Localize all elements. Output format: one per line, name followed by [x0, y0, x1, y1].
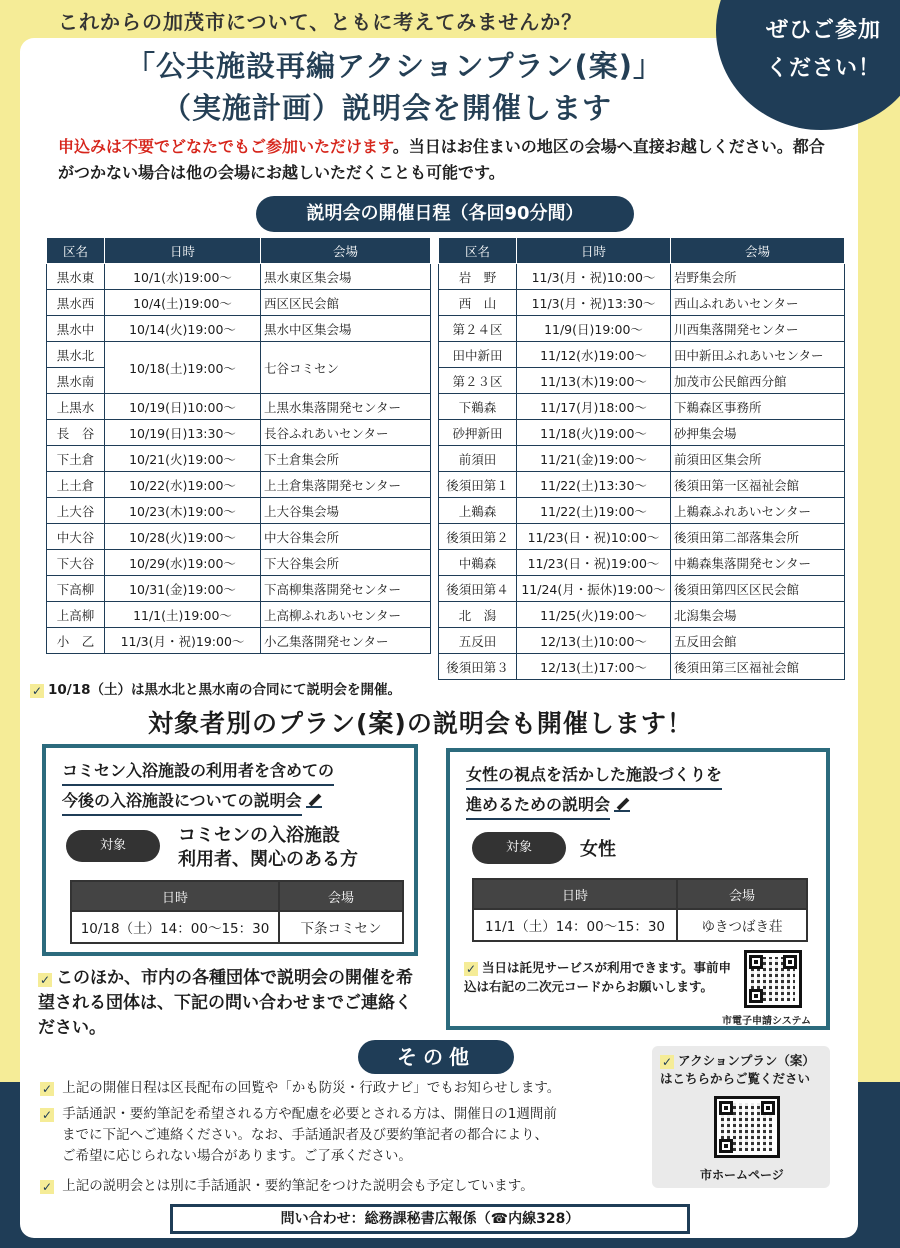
venue-cell: 岩野集会所 — [671, 264, 845, 290]
bath-target-line2: 利用者、関心のある方 — [178, 849, 358, 870]
schedule-row — [439, 602, 845, 628]
datetime-cell: 11/24(月・振休)19:00～ — [517, 576, 671, 602]
venue-cell: 上鵜森ふれあいセンター — [671, 498, 845, 524]
venue-cell: 上土倉集落開発センター — [261, 472, 431, 498]
venue-cell: 下鵜森区事務所 — [671, 394, 845, 420]
area-cell: 下鵜森 — [439, 394, 517, 420]
check-icon: ✓ — [39, 973, 51, 987]
datetime-cell: 10/19(日)13:30～ — [105, 420, 261, 446]
datetime-cell: 11/1(土)19:00～ — [105, 602, 261, 628]
bath-session-box — [42, 744, 418, 956]
schedule-row — [439, 368, 845, 394]
venue-cell: 中鵜森集落開発センター — [671, 550, 845, 576]
other-pill: その他 — [358, 1040, 514, 1074]
women-col-venue: 会場 — [677, 879, 807, 909]
schedule-row — [439, 446, 845, 472]
col-datetime: 日時 — [105, 238, 261, 264]
area-cell: 黒水西 — [47, 290, 105, 316]
schedule-row — [47, 420, 431, 446]
area-cell: 下大谷 — [47, 550, 105, 576]
schedule-row — [47, 602, 431, 628]
datetime-cell: 10/14(火)19:00～ — [105, 316, 261, 342]
other-item-cont: までに下記へご連絡ください。なお、手話通訳者及び要約筆記者の都合により、 — [62, 1127, 548, 1143]
check-icon: ✓ — [465, 962, 477, 976]
women-venue: ゆきつばき荘 — [677, 909, 807, 941]
childcare-note — [464, 958, 734, 996]
datetime-cell: 10/28(火)19:00～ — [105, 524, 261, 550]
venue-cell: 後須田第三区福祉会館 — [671, 654, 845, 680]
bath-title2: 今後の入浴施設についての説明会 — [62, 788, 302, 816]
datetime-cell: 11/22(土)19:00～ — [517, 498, 671, 524]
other-item-text: 上記の説明会とは別に手話通訳・要約筆記をつけた説明会も予定しています。 — [62, 1178, 534, 1194]
datetime-cell: 10/21(火)19:00～ — [105, 446, 261, 472]
datetime-cell: 10/19(日)10:00～ — [105, 394, 261, 420]
datetime-cell: 11/3(月・祝)19:00～ — [105, 628, 261, 654]
area-cell: 北 潟 — [439, 602, 517, 628]
schedule-row — [47, 342, 431, 368]
pencil-icon — [614, 796, 630, 812]
datetime-cell: 11/25(火)19:00～ — [517, 602, 671, 628]
schedule-row — [439, 654, 845, 680]
datetime-cell: 10/4(土)19:00～ — [105, 290, 261, 316]
venue-cell: 前須田区集会所 — [671, 446, 845, 472]
check-icon: ✓ — [31, 684, 43, 698]
women-datetime: 11/1（土）14：00～15：30 — [473, 909, 677, 941]
bath-session-table — [70, 880, 404, 944]
schedule-row — [439, 498, 845, 524]
area-cell: 田中新田 — [439, 342, 517, 368]
area-cell: 上大谷 — [47, 498, 105, 524]
women-target: 女性 — [580, 839, 616, 860]
schedule-row — [439, 576, 845, 602]
area-cell: 五反田 — [439, 628, 517, 654]
datetime-cell: 11/12(水)19:00～ — [517, 342, 671, 368]
area-cell: 上高柳 — [47, 602, 105, 628]
e-application-caption: 市電子申請システム — [722, 1016, 811, 1027]
other-item-text: 手話通訳・要約筆記を希望される方や配慮を必要とされる方は、開催日の1週間前 — [62, 1106, 557, 1122]
bath-datetime: 10/18（土）14：00～15：30 — [71, 911, 279, 943]
badge-line1: ぜひご参加 — [766, 18, 882, 43]
schedule-row — [47, 550, 431, 576]
area-cell: 上土倉 — [47, 472, 105, 498]
col-venue: 会場 — [261, 238, 431, 264]
venue-cell: 後須田第一区福祉会館 — [671, 472, 845, 498]
venue-cell: 小乙集落開発センター — [261, 628, 431, 654]
area-cell: 第２３区 — [439, 368, 517, 394]
area-cell: 黒水中 — [47, 316, 105, 342]
target-label: 対象 — [66, 830, 160, 862]
qr-code-icon[interactable] — [744, 950, 802, 1008]
bath-venue: 下条コミセン — [279, 911, 403, 943]
area-cell: 上鵜森 — [439, 498, 517, 524]
datetime-cell: 11/23(日・祝)19:00～ — [517, 550, 671, 576]
datetime-cell: 11/3(月・祝)13:30～ — [517, 290, 671, 316]
datetime-cell: 11/18(火)19:00～ — [517, 420, 671, 446]
venue-cell: 西区区民会館 — [261, 290, 431, 316]
area-cell: 後須田第１ — [439, 472, 517, 498]
joint-session-note — [30, 678, 401, 698]
schedule-pill: 説明会の開催日程（各回90分間） — [256, 196, 634, 232]
contact-box: 問い合わせ：総務課秘書広報係（☎内線328） — [170, 1204, 690, 1234]
other-item-text: 上記の開催日程は区長配布の回覧や「かも防災・行政ナビ」でもお知らせします。 — [62, 1080, 561, 1096]
venue-cell: 川西集落開発センター — [671, 316, 845, 342]
schedule-row — [439, 472, 845, 498]
title-line2: （実施計画）説明会を開催します — [162, 91, 613, 125]
intro-red2: どなたでもご参加いただけます — [170, 137, 393, 156]
bath-target-line1: コミセンの入浴施設 — [178, 825, 340, 846]
schedule-row — [47, 264, 431, 290]
venue-cell: 下大谷集会所 — [261, 550, 431, 576]
schedule-row — [47, 472, 431, 498]
target-label: 対象 — [472, 832, 566, 864]
area-cell: 下土倉 — [47, 446, 105, 472]
venue-cell: 後須田第二部落集会所 — [671, 524, 845, 550]
schedule-row — [47, 394, 431, 420]
pencil-icon — [306, 792, 322, 808]
venue-cell: 加茂市公民館西分館 — [671, 368, 845, 394]
area-cell: 岩 野 — [439, 264, 517, 290]
intro-red1: 申込みは不要で — [58, 137, 171, 156]
women-title2: 進めるための説明会 — [466, 792, 610, 820]
schedule-row — [47, 446, 431, 472]
area-cell: 後須田第３ — [439, 654, 517, 680]
venue-cell: 下土倉集会所 — [261, 446, 431, 472]
action-plan-text: アクションプラン（案）はこちらからご覧ください — [660, 1053, 815, 1086]
title-line1: 「公共施設再編アクションプラン(案)」 — [126, 49, 664, 83]
group-request-text: このほか、市内の各種団体で説明会の開催を希望される団体は、下記の問い合わせまでご連絡ください。 — [38, 968, 413, 1038]
schedule-row — [439, 264, 845, 290]
venue-cell: 北潟集会場 — [671, 602, 845, 628]
datetime-cell: 11/21(金)19:00～ — [517, 446, 671, 472]
area-cell: 後須田第２ — [439, 524, 517, 550]
schedule-row — [47, 290, 431, 316]
venue-cell: 後須田第四区区民会館 — [671, 576, 845, 602]
venue-cell: 五反田会館 — [671, 628, 845, 654]
other-item — [40, 1176, 534, 1197]
datetime-cell: 10/1(水)19:00～ — [105, 264, 261, 290]
other-item — [40, 1104, 557, 1125]
venue-cell: 上大谷集会場 — [261, 498, 431, 524]
schedule-row — [47, 524, 431, 550]
area-cell: 中大谷 — [47, 524, 105, 550]
datetime-cell: 11/23(日・祝)10:00～ — [517, 524, 671, 550]
venue-cell: 田中新田ふれあいセンター — [671, 342, 845, 368]
venue-cell: 上高柳ふれあいセンター — [261, 602, 431, 628]
childcare-note-text: 当日は託児サービスが利用できます。事前申込は右記の二次元コードからお願いします。 — [464, 960, 732, 994]
intro-text — [58, 134, 828, 186]
datetime-cell: 11/9(日)19:00～ — [517, 316, 671, 342]
schedule-row — [439, 628, 845, 654]
area-cell: 西 山 — [439, 290, 517, 316]
datetime-cell: 12/13(土)10:00～ — [517, 628, 671, 654]
col-datetime: 日時 — [517, 238, 671, 264]
venue-cell: 長谷ふれあいセンター — [261, 420, 431, 446]
bath-col-venue: 会場 — [279, 881, 403, 911]
other-item — [40, 1078, 560, 1099]
schedule-row — [439, 290, 845, 316]
top-tagline: これからの加茂市について、ともに考えてみませんか？ — [58, 10, 583, 34]
women-col-datetime: 日時 — [473, 879, 677, 909]
datetime-cell: 11/3(月・祝)10:00～ — [517, 264, 671, 290]
venue-cell: 上黒水集落開発センター — [261, 394, 431, 420]
schedule-row — [439, 420, 845, 446]
datetime-cell: 11/13(木)19:00～ — [517, 368, 671, 394]
datetime-cell: 10/31(金)19:00～ — [105, 576, 261, 602]
intro-rest: 。当日はお住まいの地区の会場へ直接お越しください。都合がつかない場合は他の会場にお越しいただくことも可能です。 — [58, 137, 825, 182]
area-cell: 下高柳 — [47, 576, 105, 602]
schedule-row — [439, 394, 845, 420]
datetime-cell: 11/17(月)18:00～ — [517, 394, 671, 420]
check-icon: ✓ — [41, 1082, 53, 1096]
datetime-cell: 10/23(木)19:00～ — [105, 498, 261, 524]
area-cell: 砂押新田 — [439, 420, 517, 446]
area-cell: 黒水東 — [47, 264, 105, 290]
schedule-table-left — [46, 237, 431, 654]
women-session-table — [472, 878, 808, 942]
schedule-row — [47, 628, 431, 654]
datetime-cell: 10/18(土)19:00～ — [105, 342, 261, 394]
joint-note-text: 10/18（土）は黒水北と黒水南の合同にて説明会を開催。 — [48, 682, 402, 698]
datetime-cell: 12/13(土)17:00～ — [517, 654, 671, 680]
area-cell: 前須田 — [439, 446, 517, 472]
qr-code-icon[interactable] — [714, 1096, 780, 1158]
col-area: 区名 — [439, 238, 517, 264]
schedule-row — [47, 316, 431, 342]
schedule-row — [47, 576, 431, 602]
datetime-cell: 10/29(水)19:00～ — [105, 550, 261, 576]
check-icon: ✓ — [41, 1108, 53, 1122]
other-item-cont: ご希望に応じられない場合があります。ご了承ください。 — [62, 1148, 412, 1164]
schedule-row — [439, 316, 845, 342]
city-homepage-caption: 市ホームページ — [700, 1168, 784, 1182]
datetime-cell: 11/22(土)13:30～ — [517, 472, 671, 498]
area-cell: 上黒水 — [47, 394, 105, 420]
col-area: 区名 — [47, 238, 105, 264]
bath-title1: コミセン入浴施設の利用者を含めての — [62, 758, 334, 786]
schedule-table-right — [438, 237, 845, 680]
schedule-row — [439, 524, 845, 550]
check-icon: ✓ — [661, 1055, 673, 1069]
venue-cell: 下高柳集落開発センター — [261, 576, 431, 602]
area-cell: 中鵜森 — [439, 550, 517, 576]
schedule-row — [439, 342, 845, 368]
schedule-row — [439, 550, 845, 576]
area-cell: 黒水南 — [47, 368, 105, 394]
venue-cell: 黒水中区集会場 — [261, 316, 431, 342]
target-section-heading: 対象者別のプラン(案)の説明会も開催します！ — [148, 709, 693, 738]
area-cell: 第２４区 — [439, 316, 517, 342]
group-request-note — [38, 966, 418, 1041]
datetime-cell: 10/22(水)19:00～ — [105, 472, 261, 498]
col-venue: 会場 — [671, 238, 845, 264]
area-cell: 小 乙 — [47, 628, 105, 654]
area-cell: 黒水北 — [47, 342, 105, 368]
check-icon: ✓ — [41, 1180, 53, 1194]
area-cell: 後須田第４ — [439, 576, 517, 602]
venue-cell: 西山ふれあいセンター — [671, 290, 845, 316]
women-title1: 女性の視点を活かした施設づくりを — [466, 762, 722, 790]
venue-cell: 中大谷集会所 — [261, 524, 431, 550]
badge-line2: ください！ — [766, 56, 882, 81]
area-cell: 長 谷 — [47, 420, 105, 446]
venue-cell: 七谷コミセン — [261, 342, 431, 394]
venue-cell: 黒水東区集会場 — [261, 264, 431, 290]
bath-col-datetime: 日時 — [71, 881, 279, 911]
schedule-row — [47, 498, 431, 524]
venue-cell: 砂押集会場 — [671, 420, 845, 446]
